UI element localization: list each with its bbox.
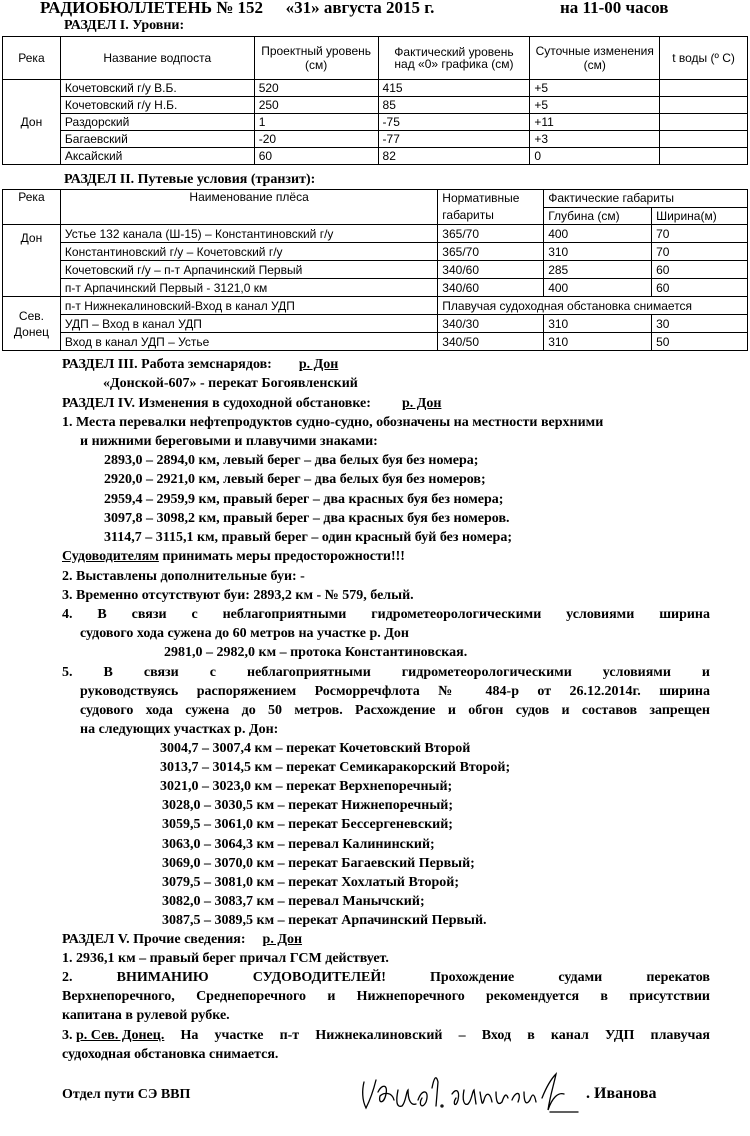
table-cell: 85 — [378, 97, 530, 114]
table-cell: Аксайский — [60, 148, 254, 165]
sec5-p1: 1. 2936,1 км – правый берег причал ГСМ действует. — [62, 951, 389, 966]
sec4-p3: 3. Временно отсутствуют буи: 2893,2 км - № 579, белый. — [62, 588, 414, 603]
table-cell: п-т Нижнекалиновский-Вход в канал УДП — [60, 297, 437, 315]
sec4-p5-km: 3021,0 – 3023,0 км – перекат Верхнепоречный; — [160, 779, 453, 794]
table-cell: Константиновский г/у – Кочетовский г/у — [60, 243, 437, 261]
sec4-p1-line2: и нижними береговыми и плавучими знаками: — [80, 434, 378, 449]
table-cell: 400 — [544, 279, 652, 297]
sec4-km-item: 2893,0 – 2894,0 км, левый берег – два белых буя без номера; — [104, 453, 479, 468]
table-cell: Кочетовский г/у – п-т Арпачинский Первый — [60, 261, 437, 279]
sec5-p3-river: р. Сев. Донец. — [76, 1028, 165, 1043]
levels-table — [2, 36, 748, 165]
sec4-km-item: 3097,8 – 3098,2 км, правый берег – два красных буя без номеров. — [104, 511, 510, 526]
bulletin-time: на 11-00 часов — [560, 0, 669, 17]
sec4-p4-line2: судового хода сужена до 60 метров на участке р. Дон — [80, 626, 409, 641]
route-header-depth: Глубина (см) — [544, 207, 652, 225]
route-header-fact: Фактические габариты — [544, 190, 748, 208]
table-cell: 400 — [544, 225, 652, 243]
sec5-p3-line2: судоходная обстановка снимается. — [62, 1047, 279, 1062]
levels-header-river: Река — [3, 37, 61, 80]
section-2-title: РАЗДЕЛ II. Путевые условия (транзит): — [64, 172, 316, 187]
table-cell: Раздорский — [60, 114, 254, 131]
table-cell — [660, 148, 748, 165]
table-cell: -20 — [254, 131, 378, 148]
sec5-p2-line3: капитана в рулевой рубке. — [62, 1008, 230, 1023]
table-cell: 250 — [254, 97, 378, 114]
signature-icon — [356, 1070, 586, 1120]
table-cell: 365/70 — [438, 243, 544, 261]
sec4-p5-km: 3069,0 – 3070,0 км – перекат Багаевский Первый; — [162, 856, 475, 871]
sec5-p3-num: 3. — [62, 1028, 76, 1043]
table-cell: 340/60 — [438, 279, 544, 297]
table-cell: Вход в канал УДП – Устье — [60, 333, 437, 351]
table-cell: 70 — [652, 225, 748, 243]
table-cell: Багаевский — [60, 131, 254, 148]
sec4-p5-km: 3063,0 – 3064,3 км – перевал Калининский; — [162, 837, 435, 852]
sec4-p5-km: 3004,7 – 3007,4 км – перекат Кочетовский Второй — [160, 741, 471, 756]
sec4-p5-km: 3059,5 – 3061,0 км – перекат Бессергеневский; — [162, 817, 453, 832]
section-4-title: РАЗДЕЛ IV. Изменения в судоходной обстановке: — [62, 396, 371, 411]
sec4-p5-km: 3082,0 – 3083,7 км – перевал Манычский; — [162, 894, 425, 909]
route-river-sev-donets: Сев. Донец — [3, 297, 61, 351]
signatory-name: . Иванова — [586, 1085, 657, 1102]
bulletin-title: РАДИОБЮЛЛЕТЕНЬ № 152 — [40, 0, 264, 17]
sec5-p2-line1: 2. ВНИМАНИЮ СУДОВОДИТЕЛЕЙ! Прохождение судами перекатов — [62, 970, 710, 985]
table-cell: Устье 132 канала (Ш-15) – Константиновский г/у — [60, 225, 437, 243]
table-cell — [660, 131, 748, 148]
sec4-p5-line4: на следующих участках р. Дон: — [80, 722, 279, 737]
sec4-p5-line2: руководствуясь распоряжением Росморречфлота № 484-р от 26.12.2014г. ширина — [80, 684, 710, 699]
sec4-p2: 2. Выставлены дополнительные буи: - — [62, 569, 305, 584]
levels-header-actual: Фактический уровень над «0» графика (см) — [378, 37, 530, 80]
sec4-p4-line3: 2981,0 – 2982,0 км – протока Константиновская. — [164, 645, 468, 660]
table-cell: 0 — [530, 148, 660, 165]
table-cell — [660, 80, 748, 97]
levels-header-design: Проектный уровень (см) — [254, 37, 378, 80]
sec4-km-item: 2959,4 – 2959,9 км, правый берег – два красных буя без номера; — [104, 492, 504, 507]
route-header-width: Ширина(м) — [652, 207, 748, 225]
route-river-don: Дон — [3, 225, 61, 297]
table-cell: 285 — [544, 261, 652, 279]
sec4-p1-line1: 1. Места перевалки нефтепродуктов судно-судно, обозначены на местности верхними — [62, 415, 604, 430]
levels-river: Дон — [3, 80, 61, 165]
table-cell: 340/60 — [438, 261, 544, 279]
table-cell — [660, 97, 748, 114]
section-5-river: р. Дон — [262, 932, 303, 947]
route-header-name: Наименование плёса — [60, 190, 437, 225]
table-cell: УДП – Вход в канал УДП — [60, 315, 437, 333]
route-header-river: Река — [3, 190, 61, 225]
table-cell: Кочетовский г/у В.Б. — [60, 80, 254, 97]
sec4-p5-km: 3087,5 – 3089,5 км – перекат Арпачинский Первый. — [162, 913, 487, 928]
table-cell: 60 — [652, 279, 748, 297]
levels-header-daily: Суточные изменения (см) — [530, 37, 660, 80]
section-1-title: РАЗДЕЛ I. Уровни: — [64, 18, 185, 33]
levels-header-post: Название водпоста — [60, 37, 254, 80]
table-cell: 70 — [652, 243, 748, 261]
sec4-p5-km: 3013,7 – 3014,5 км – перекат Семикаракорский Второй; — [160, 760, 511, 775]
table-cell: -75 — [378, 114, 530, 131]
table-cell: Кочетовский г/у Н.Б. — [60, 97, 254, 114]
table-cell: +5 — [530, 97, 660, 114]
table-cell: 340/50 — [438, 333, 544, 351]
table-cell: 415 — [378, 80, 530, 97]
sec4-p5-line1: 5. В связи с неблагоприятными гидрометеорологическими условиями и — [62, 665, 710, 680]
table-cell: -77 — [378, 131, 530, 148]
table-cell: +3 — [530, 131, 660, 148]
section-4-river: р. Дон — [401, 396, 442, 411]
sec5-p3-line1 — [62, 1027, 710, 1044]
table-cell: 60 — [254, 148, 378, 165]
warning-text: принимать меры предосторожности!!! — [158, 549, 405, 564]
sec4-km-item: 3114,7 – 3115,1 км, правый берег – один красный буй без номера; — [104, 530, 512, 545]
table-cell: 310 — [544, 315, 652, 333]
table-cell: 365/70 — [438, 225, 544, 243]
section-5-title: РАЗДЕЛ V. Прочие сведения: — [62, 932, 246, 947]
sec4-km-item: 2920,0 – 2921,0 км, левый берег – два белых буя без номеров; — [104, 472, 486, 487]
sec5-p2-line2: Верхнепоречного, Среднепоречного и Нижнепоречного рекомендуется в присутствии — [62, 989, 710, 1004]
route-table — [2, 189, 748, 351]
dredger-info: «Донской-607» - перекат Богоявленский — [103, 376, 358, 391]
sec4-p5-km: 3079,5 – 3081,0 км – перекат Хохлатый Второй; — [162, 875, 459, 890]
levels-header-temp: t воды (º С) — [660, 37, 748, 80]
table-cell: п-т Арпачинский Первый - 3121,0 км — [60, 279, 437, 297]
table-cell: 310 — [544, 243, 652, 261]
table-cell: Плавучая судоходная обстановка снимается — [438, 297, 748, 315]
table-cell: 50 — [652, 333, 748, 351]
sec4-p5-line3: судового хода сужена до 50 метров. Расхождение и обгон судов и составов запрещен — [80, 703, 710, 718]
sec4-p5-km: 3028,0 – 3030,5 км – перекат Нижнепоречный; — [162, 798, 453, 813]
table-cell: 60 — [652, 261, 748, 279]
route-header-norm: Нормативные габариты — [438, 190, 544, 225]
department: Отдел пути СЭ ВВП — [62, 1087, 191, 1102]
table-cell: 340/30 — [438, 315, 544, 333]
bulletin-date: «31» августа 2015 г. — [285, 0, 435, 17]
warning-subject: Судоводителям — [62, 549, 159, 564]
table-cell: 520 — [254, 80, 378, 97]
table-cell: +11 — [530, 114, 660, 131]
table-cell: 30 — [652, 315, 748, 333]
sec4-p4-line1: 4. В связи с неблагоприятными гидрометеорологическими условиями ширина — [62, 607, 710, 622]
table-cell: 82 — [378, 148, 530, 165]
section-3-title: РАЗДЕЛ III. Работа земснарядов: — [62, 357, 272, 372]
sec5-p3-text: На участке п-т Нижнекалиновский – Вход в канал УДП плавучая — [164, 1028, 710, 1043]
table-cell: +5 — [530, 80, 660, 97]
table-cell — [660, 114, 748, 131]
section-3-river: р. Дон — [298, 357, 339, 372]
table-cell: 310 — [544, 333, 652, 351]
table-cell: 1 — [254, 114, 378, 131]
